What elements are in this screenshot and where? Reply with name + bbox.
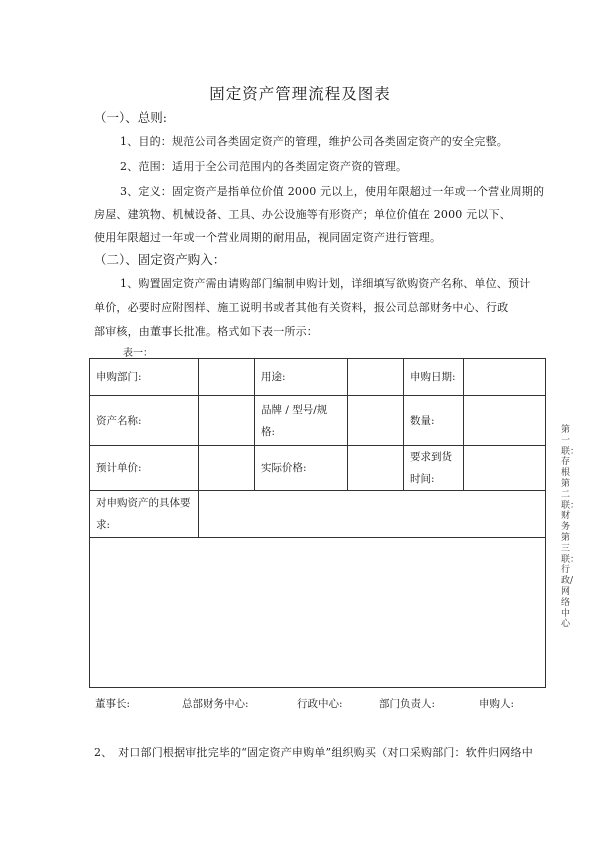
usage-label: 用途:	[255, 359, 348, 396]
page-title: 固定资产管理流程及图表	[209, 85, 391, 103]
section-1-item-2: 2、范围：适用于全公司范围内的各类固定资产资的管理。	[120, 160, 408, 173]
unit-price-field[interactable]	[199, 446, 255, 491]
form-row-1	[90, 359, 546, 396]
actual-price-label: 实际价格:	[255, 446, 348, 491]
section-2-item-1-line-1: 1、购置固定资产需由请购部门编制申购计划，详细填写欲购资产名称、单位、预计	[120, 277, 531, 290]
qty-field[interactable]	[464, 396, 546, 446]
section-1-item-1: 1、目的：规范公司各类固定资产的管理，维护公司各类固定资产的安全完整。	[120, 135, 508, 148]
delivery-field[interactable]	[464, 446, 546, 491]
signature-admin: 行政中心:	[297, 698, 343, 710]
dept-label: 申购部门:	[90, 359, 199, 396]
section-1-item-3-line-1: 3、定义：固定资产是指单位价值 2000 元以上，使用年限超过一年或一个营业周期的	[120, 185, 545, 198]
section-2-item-1-line-2: 单价，必要时应附图样、施工说明书或者其他有关资料，报公司总部财务中心、行政	[94, 301, 509, 314]
date-label: 申购日期:	[404, 359, 464, 396]
requirements-label: 对申购资产的具体要求:	[90, 491, 199, 538]
form-row-4	[90, 491, 546, 538]
asset-name-field[interactable]	[199, 396, 255, 446]
requirements-field[interactable]	[199, 491, 546, 538]
form-row-2	[90, 396, 546, 446]
section-1-item-3-line-2: 房屋、建筑物、机械设备、工具、办公设施等有形资产；单位价值在 2000 元以下、	[94, 208, 511, 221]
signature-applicant: 申购人:	[479, 698, 515, 710]
asset-name-label: 资产名称:	[90, 396, 199, 446]
table-caption: 表一：	[123, 348, 153, 359]
signature-dept-head: 部门负责人:	[379, 698, 436, 710]
brand-field[interactable]	[348, 396, 404, 446]
section-2-heading: （二）、固定资产购入：	[94, 252, 226, 267]
purchase-request-form	[89, 358, 546, 688]
section-2-item-1-line-3: 部审核，由董事长批准。格式如下表一所示：	[94, 325, 318, 338]
usage-field[interactable]	[348, 359, 404, 396]
section-1-item-3-line-3: 使用年限超过一年或一个营业周期的耐用品，视同固定资产进行管理。	[94, 231, 442, 244]
requirements-detail-area[interactable]	[90, 538, 546, 688]
form-row-3	[90, 446, 546, 491]
signature-finance: 总部财务中心:	[182, 698, 249, 710]
form-row-5	[90, 538, 546, 688]
brand-label: 品牌 / 型号/规格:	[255, 396, 348, 446]
delivery-label: 要求到货时间:	[404, 446, 464, 491]
section-1-heading: （一）、总则:	[94, 110, 167, 125]
section-2-item-2: 2、 对口部门根据审批完毕的“固定资产申购单”组织购买（对口采购部门：软件归网络中	[94, 746, 533, 759]
qty-label: 数量:	[404, 396, 464, 446]
copy-distribution-note: 第一联：存根 第二联：财务 第三联：行政/网络中心	[561, 425, 580, 630]
signature-chairman: 董事长:	[95, 698, 131, 710]
date-field[interactable]	[464, 359, 546, 396]
unit-price-label: 预计单价:	[90, 446, 199, 491]
dept-field[interactable]	[199, 359, 255, 396]
actual-price-field[interactable]	[348, 446, 404, 491]
